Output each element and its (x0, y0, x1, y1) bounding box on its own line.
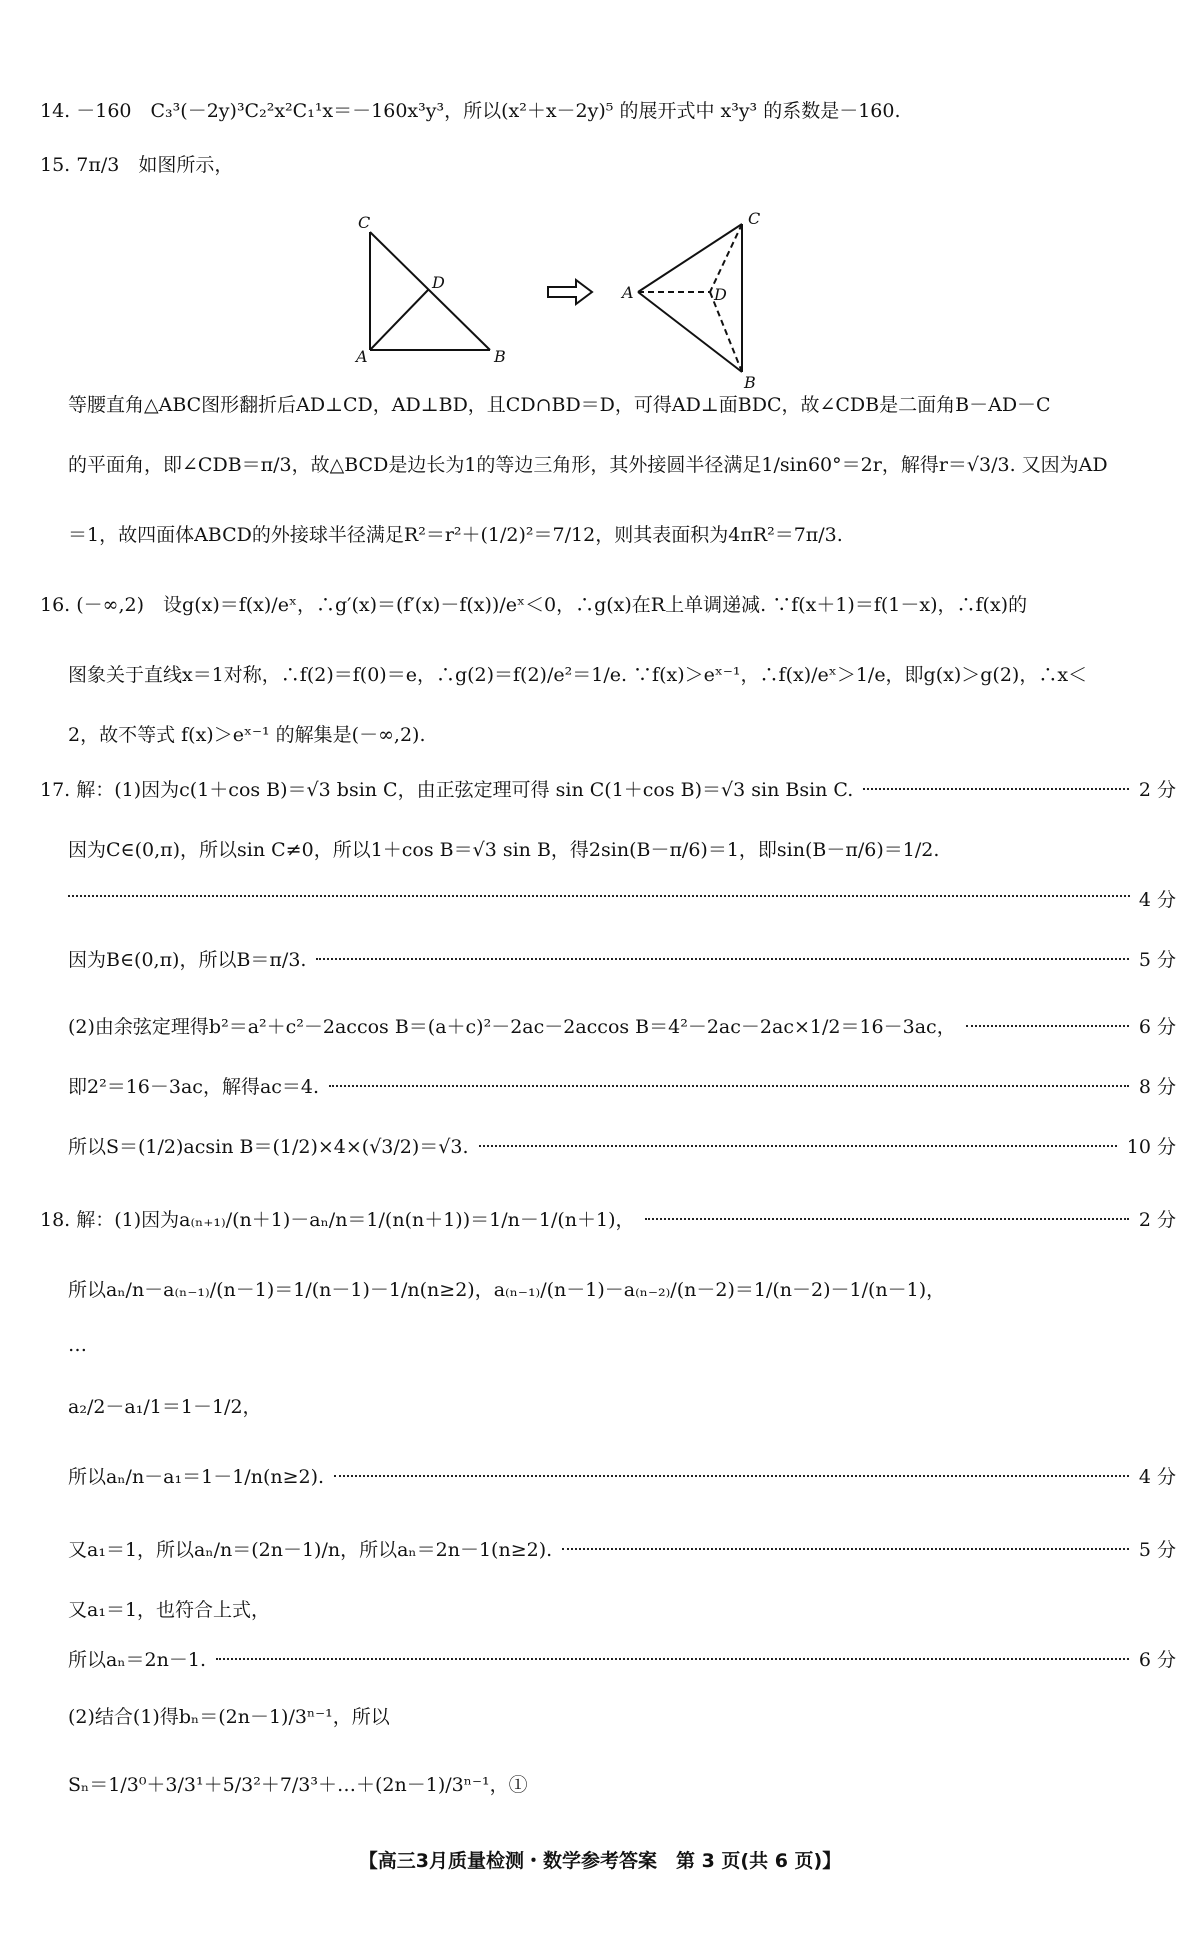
leader-dots-only (68, 895, 1130, 897)
page-footer: 【高三3月质量检测・数学参考答案 第 3 页(共 6 页)】 (358, 1850, 842, 1872)
q17-line-2: 因为C∈(0,π)，所以sin C≠0，所以1＋cos B＝√3 sin B，得2sin(B－π/6)＝1，即sin(B－π/6)＝1/2. (68, 839, 940, 861)
q16-para-3: 2，故不等式 f(x)＞eˣ⁻¹ 的解集是(－∞,2). (68, 724, 426, 746)
leader-dots (863, 788, 1129, 790)
q17-line-4 (68, 945, 1176, 975)
score-2: 2 分 (1138, 1209, 1176, 1231)
score-2: 2 分 (1138, 779, 1176, 801)
folding-figure (340, 210, 900, 390)
leader-dots (645, 1218, 1129, 1220)
score-6: 6 分 (1138, 1649, 1176, 1671)
q15-para-2: 的平面角，即∠CDB＝π/3，故△BCD是边长为1的等边三角形，其外接圆半径满足1/sin60°＝2r，解得r＝√3/3. 又因为AD (68, 454, 1108, 476)
q18-line-10: Sₙ＝1/3⁰＋3/3¹＋5/3²＋7/3³＋…＋(2n－1)/3ⁿ⁻¹，① (68, 1774, 528, 1796)
right-label-b: B (744, 373, 756, 390)
q18-line-9: (2)结合(1)得bₙ＝(2n－1)/3ⁿ⁻¹，所以 (68, 1706, 390, 1728)
q17-line-1 (40, 775, 1176, 805)
left-label-a: A (356, 347, 368, 366)
hollow-arrow-icon (548, 280, 592, 304)
score-4: 4 分 (1138, 889, 1176, 911)
q18-text-6: 又a₁＝1，所以aₙ/n＝(2n－1)/n，所以aₙ＝2n－1(n≥2). (68, 1539, 553, 1561)
leader-dots (966, 1025, 1129, 1027)
leader-dots (216, 1658, 1129, 1660)
score-4: 4 分 (1138, 1466, 1176, 1488)
score-5: 5 分 (1138, 1539, 1176, 1561)
right-isosceles-triangle (370, 232, 490, 350)
q18-line-5 (68, 1462, 1176, 1492)
q18-line-6 (68, 1535, 1176, 1565)
leader-dots (479, 1145, 1117, 1147)
q18-text-1: 18. 解：(1)因为a₍ₙ₊₁₎/(n＋1)－aₙ/n＝1/(n(n＋1))＝1/n－1/(n＋1)， (40, 1209, 635, 1231)
q18-text-8: 所以aₙ＝2n－1. (68, 1649, 207, 1671)
right-label-d: D (714, 285, 727, 304)
q17-line-6 (68, 1072, 1176, 1102)
right-label-a: A (622, 283, 634, 302)
right-label-c: C (748, 210, 761, 228)
q18-line-3: … (68, 1334, 87, 1356)
q16-para-2: 图象关于直线x＝1对称，∴f(2)＝f(0)＝e，∴g(2)＝f(2)/e²＝1/e. ∵f(x)＞eˣ⁻¹，∴f(x)/eˣ＞1/e，即g(x)＞g(2)，∴x＜ (68, 664, 1088, 686)
leader-dots (316, 958, 1128, 960)
q17-line-5 (68, 1012, 1176, 1042)
leader-dots (562, 1548, 1129, 1550)
score-10: 10 分 (1126, 1136, 1176, 1158)
q17-line-7 (68, 1132, 1176, 1162)
q15-para-1: 等腰直角△ABC图形翻折后AD⊥CD，AD⊥BD，且CD∩BD＝D，可得AD⊥面BDC，故∠CDB是二面角B－AD－C (68, 394, 1051, 416)
score-8: 8 分 (1138, 1076, 1176, 1098)
q17-text-4: 因为B∈(0,π)，所以B＝π/3. (68, 949, 307, 971)
q15-para-3: ＝1，故四面体ABCD的外接球半径满足R²＝r²＋(1/2)²＝7/12，则其表面积为4πR²＝7π/3. (68, 524, 843, 546)
q18-line-1 (40, 1205, 1176, 1235)
q17-text-1: 17. 解：(1)因为c(1＋cos B)＝√3 bsin C，由正弦定理可得 sin C(1＋cos B)＝√3 sin Bsin C. (40, 779, 854, 801)
q18-line-7: 又a₁＝1，也符合上式， (68, 1599, 271, 1621)
q18-line-8 (68, 1645, 1176, 1675)
q18-line-2: 所以aₙ/n－a₍ₙ₋₁₎/(n－1)＝1/(n－1)－1/n(n≥2)，a₍ₙ₋₁₎/(n－1)－a₍ₙ₋₂₎/(n－2)＝1/(n－2)－1/(n－1)， (68, 1279, 946, 1301)
q17-text-5: (2)由余弦定理得b²＝a²＋c²－2accos B＝(a＋c)²－2ac－2accos B＝4²－2ac－2ac×1/2＝16－3ac， (68, 1016, 956, 1038)
q16-para-1: 16. (－∞,2) 设g(x)＝f(x)/eˣ，∴g′(x)＝(f′(x)－f(x))/eˣ＜0，∴g(x)在R上单调递减. ∵f(x＋1)＝f(1－x)，∴f(x)的 (40, 594, 1028, 616)
left-label-b: B (494, 347, 506, 366)
leader-dots (329, 1085, 1129, 1087)
q14-line: 14. －160 C₃³(－2y)³C₂²x²C₁¹x＝－160x³y³，所以(x²＋x－2y)⁵ 的展开式中 x³y³ 的系数是－160. (40, 100, 901, 122)
q15-line: 15. 7π/3 如图所示， (40, 154, 234, 176)
q17-text-7: 所以S＝(1/2)acsin B＝(1/2)×4×(√3/2)＝√3. (68, 1136, 469, 1158)
q17-text-6: 即2²＝16－3ac，解得ac＝4. (68, 1076, 320, 1098)
left-label-c: C (358, 213, 371, 232)
leader-dots (334, 1475, 1129, 1477)
q18-text-5: 所以aₙ/n－a₁＝1－1/n(n≥2). (68, 1466, 325, 1488)
q18-line-4: a₂/2－a₁/1＝1－1/2， (68, 1396, 262, 1418)
left-label-d: D (432, 273, 445, 292)
score-6: 6 分 (1138, 1016, 1176, 1038)
score-5: 5 分 (1138, 949, 1176, 971)
